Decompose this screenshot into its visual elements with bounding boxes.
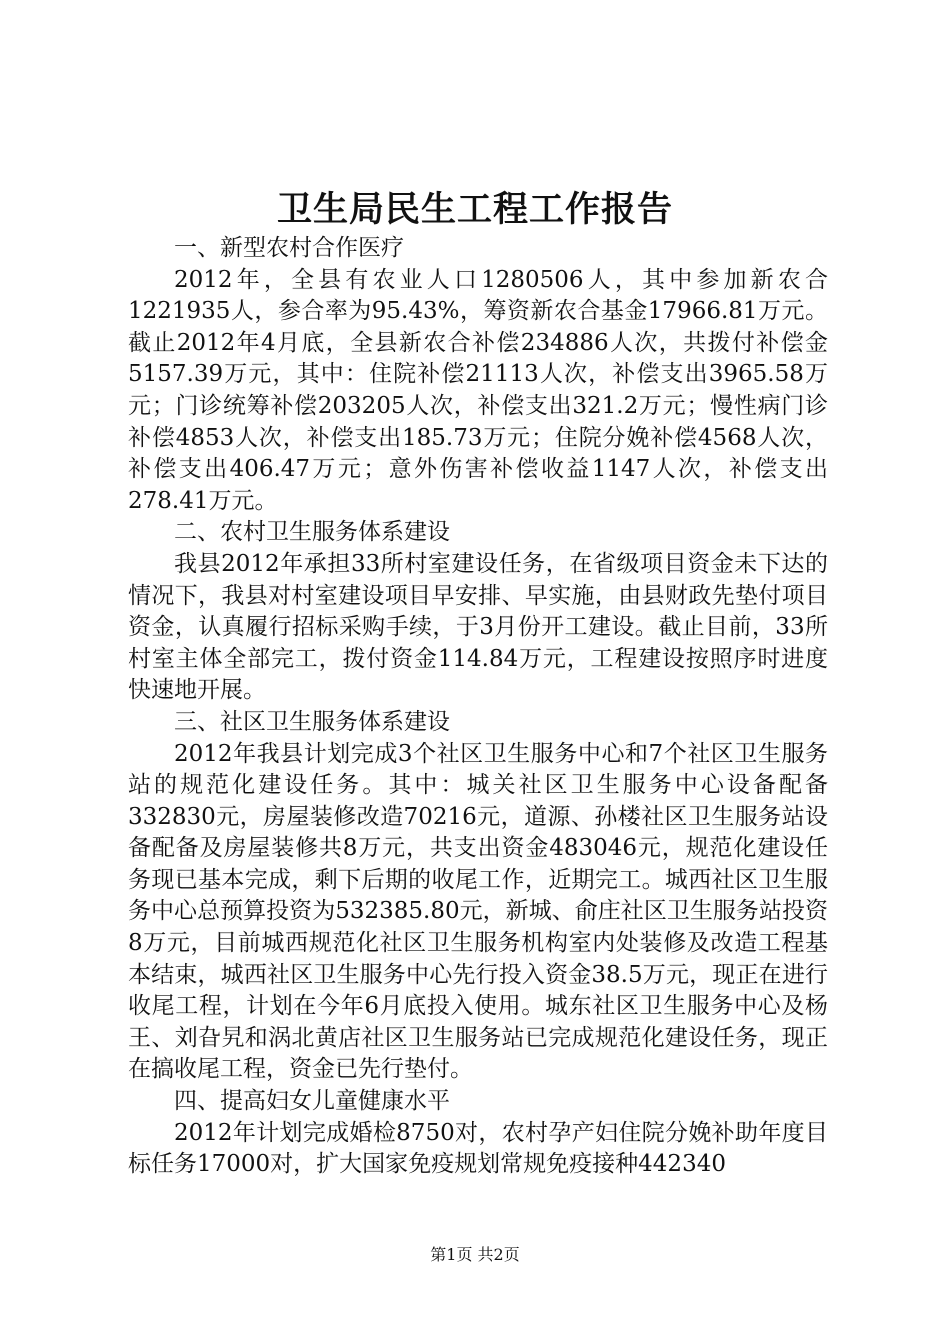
section-paragraph: 2012年计划完成婚检8750对，农村孕产妇住院分娩补助年度目标任务17000对，扩大国家免疫规划常规免疫接种442340 bbox=[128, 1119, 828, 1178]
section-heading: 二、农村卫生服务体系建设 bbox=[174, 519, 450, 546]
page-footer: 第1页 共2页 bbox=[430, 1245, 520, 1264]
section-paragraph: 2012年我县计划完成3个社区卫生服务中心和7个社区卫生服务站的规范化建设任务。其中：城关社区卫生服务中心设备配备332830元，房屋装修改造70216元，道源、孙楼社区卫生服务站设备配备及房屋装修共8万元，共支出资金483046元，规范化建设任务现已基本完成，剩下后期的收尾工作，近期完工。城西社区卫生服务中心总预算投资为532385.80元，新城、俞庄社区卫生服务站投资8万元，目前城西规范化社区卫生服务机构室内处装修及改造工程基本结束，城西社区卫生服务中心先行投入资金38.5万元，现正在进行收尾工程，计划在今年6月底投入使用。城东社区卫生服务中心及杨王、刘旮旯和涡北黄店社区卫生服务站已完成规范化建设任务，现正在搞收尾工程，资金已先行垫付。 bbox=[128, 740, 828, 1083]
section-heading: 四、提高妇女儿童健康水平 bbox=[174, 1088, 450, 1115]
section-paragraph: 2012年，全县有农业人口1280506人，其中参加新农合1221935人，参合率为95.43%，筹资新农合基金17966.81万元。截止2012年4月底，全县新农合补偿234886人次，共拨付补偿金5157.39万元，其中：住院补偿21113人次，补偿支出3965.58万元；门诊统筹补偿203205人次，补偿支出321.2万元；慢性病门诊补偿4853人次，补偿支出185.73万元；住院分娩补偿4568人次，补偿支出406.47万元；意外伤害补偿收益1147人次，补偿支出278.41万元。 bbox=[128, 266, 828, 514]
document-title: 卫生局民生工程工作报告 bbox=[276, 189, 673, 230]
section-paragraph: 我县2012年承担33所村室建设任务，在省级项目资金未下达的情况下，我县对村室建设项目早安排、早实施，由县财政先垫付项目资金，认真履行招标采购手续，于3月份开工建设。截止目前，33所村室主体全部完工，拨付资金114.84万元，工程建设按照序时进度快速地开展。 bbox=[128, 550, 828, 704]
section-heading: 三、社区卫生服务体系建设 bbox=[174, 708, 450, 735]
document-body bbox=[128, 233, 828, 1181]
section-heading: 一、新型农村合作医疗 bbox=[174, 235, 404, 261]
